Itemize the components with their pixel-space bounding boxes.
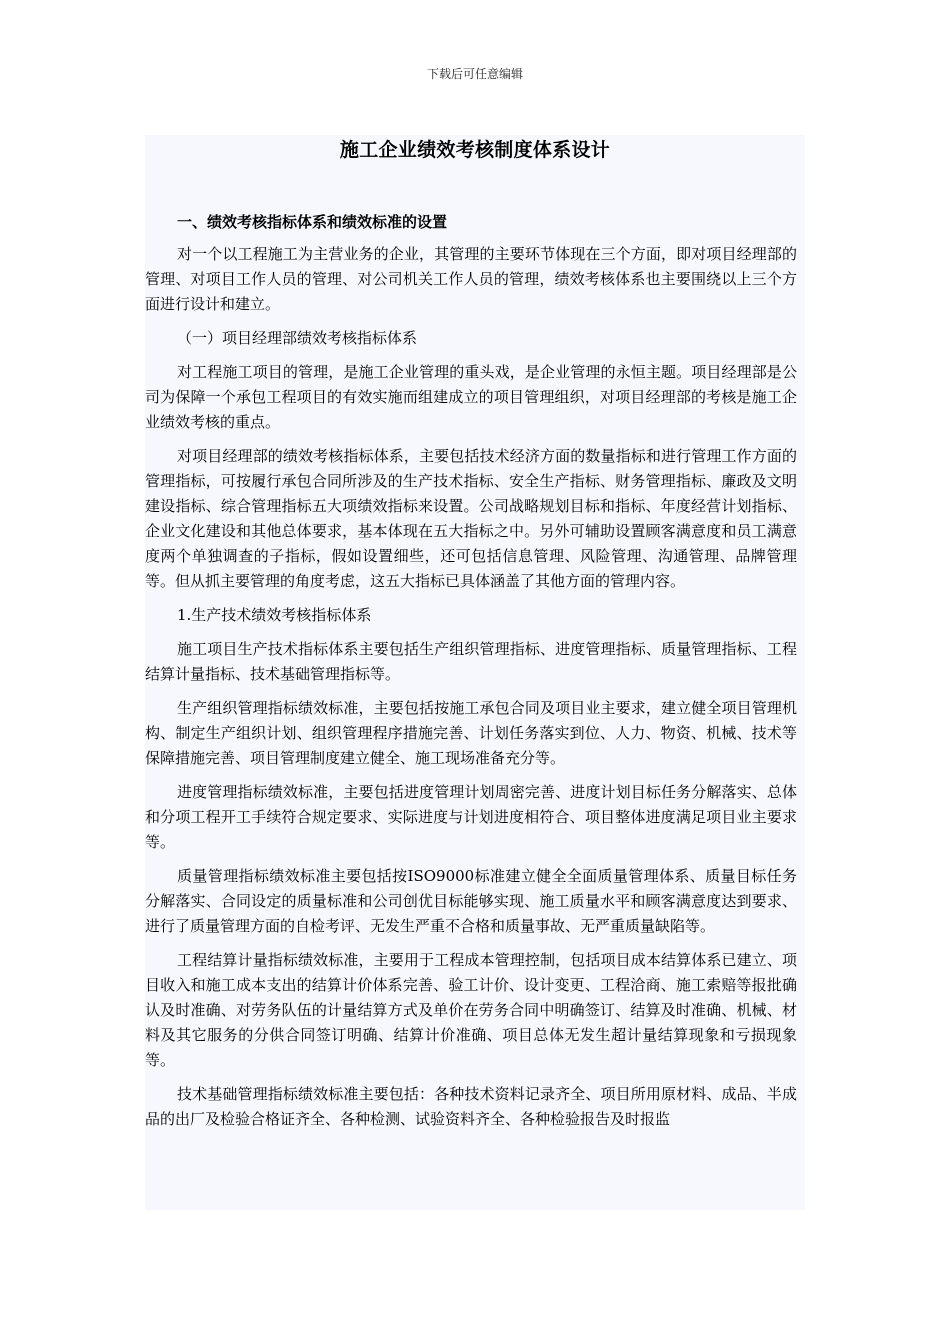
document-title: 施工企业绩效考核制度体系设计 [339,139,611,161]
paragraph: 技术基础管理指标绩效标准主要包括：各种技术资料记录齐全、项目所用原材料、成品、半成品的出厂及检验合格证齐全、各种检测、试验资料齐全、各种检验报告及时报监 [145,1085,797,1128]
subsection-heading: （一）项目经理部绩效考核指标体系 [177,329,418,347]
subsection-heading: 1.生产技术绩效考核指标体系 [177,606,372,624]
document-body [145,135,805,1210]
paragraph: 施工项目生产技术指标体系主要包括生产组织管理指标、进度管理指标、质量管理指标、工程结算计量指标、技术基础管理指标等。 [145,640,797,683]
paragraph: 工程结算计量指标绩效标准，主要用于工程成本管理控制，包括项目成本结算体系已建立、项目收入和施工成本支出的结算计价体系完善、验工计价、设计变更、工程洽商、施工索赔等报批确认及时准确、对劳务队伍的计量结算方式及单价在劳务合同中明确签订、结算及时准确、机械、材料及其它服务的分供合同签订明确、结算计价准确、项目总体无发生超计量结算现象和亏损现象等。 [145,951,797,1069]
paragraph: 对一个以工程施工为主营业务的企业，其管理的主要环节体现在三个方面，即对项目经理部的管理、对项目工作人员的管理、对公司机关工作人员的管理，绩效考核体系也主要围绕以上三个方面进行设计和建立。 [145,245,797,313]
paragraph: 生产组织管理指标绩效标准，主要包括按施工承包合同及项目业主要求，建立健全项目管理机构、制定生产组织计划、组织管理程序措施完善、计划任务落实到位、人力、物资、机械、技术等保障措施完善、项目管理制度建立健全、施工现场准备充分等。 [145,699,797,767]
paragraph: 对项目经理部的绩效考核指标体系，主要包括技术经济方面的数量指标和进行管理工作方面的管理指标，可按履行承包合同所涉及的生产技术指标、安全生产指标、财务管理指标、廉政及文明建设指标、综合管理指标五大项绩效指标来设置。公司战略规划目标和指标、年度经营计划指标、企业文化建设和其他总体要求，基本体现在五大指标之中。另外可辅助设置顾客满意度和员工满意度两个单独调查的子指标，假如设置细些，还可包括信息管理、风险管理、沟通管理、品牌管理等。但从抓主要管理的角度考虑，这五大指标已具体涵盖了其他方面的管理内容。 [145,447,797,590]
paragraph: 进度管理指标绩效标准，主要包括进度管理计划周密完善、进度计划目标任务分解落实、总体和分项工程开工手续符合规定要求、实际进度与计划进度相符合、项目整体进度满足项目业主要求等。 [145,783,797,851]
section-heading: 一、绩效考核指标体系和绩效标准的设置 [177,213,448,231]
paragraph: 质量管理指标绩效标准主要包括按ISO9000标准建立健全全面质量管理体系、质量目标任务分解落实、合同设定的质量标准和公司创优目标能够实现、施工质量水平和顾客满意度达到要求、进行了质量管理方面的自检考评、无发生严重不合格和质量事故、无严重质量缺陷等。 [145,867,797,935]
page-header-note: 下载后可任意编辑 [426,67,523,81]
paragraph: 对工程施工项目的管理，是施工企业管理的重头戏，是企业管理的永恒主题。项目经理部是公司为保障一个承包工程项目的有效实施而组建成立的项目管理组织，对项目经理部的考核是施工企业绩效考核的重点。 [145,363,797,431]
